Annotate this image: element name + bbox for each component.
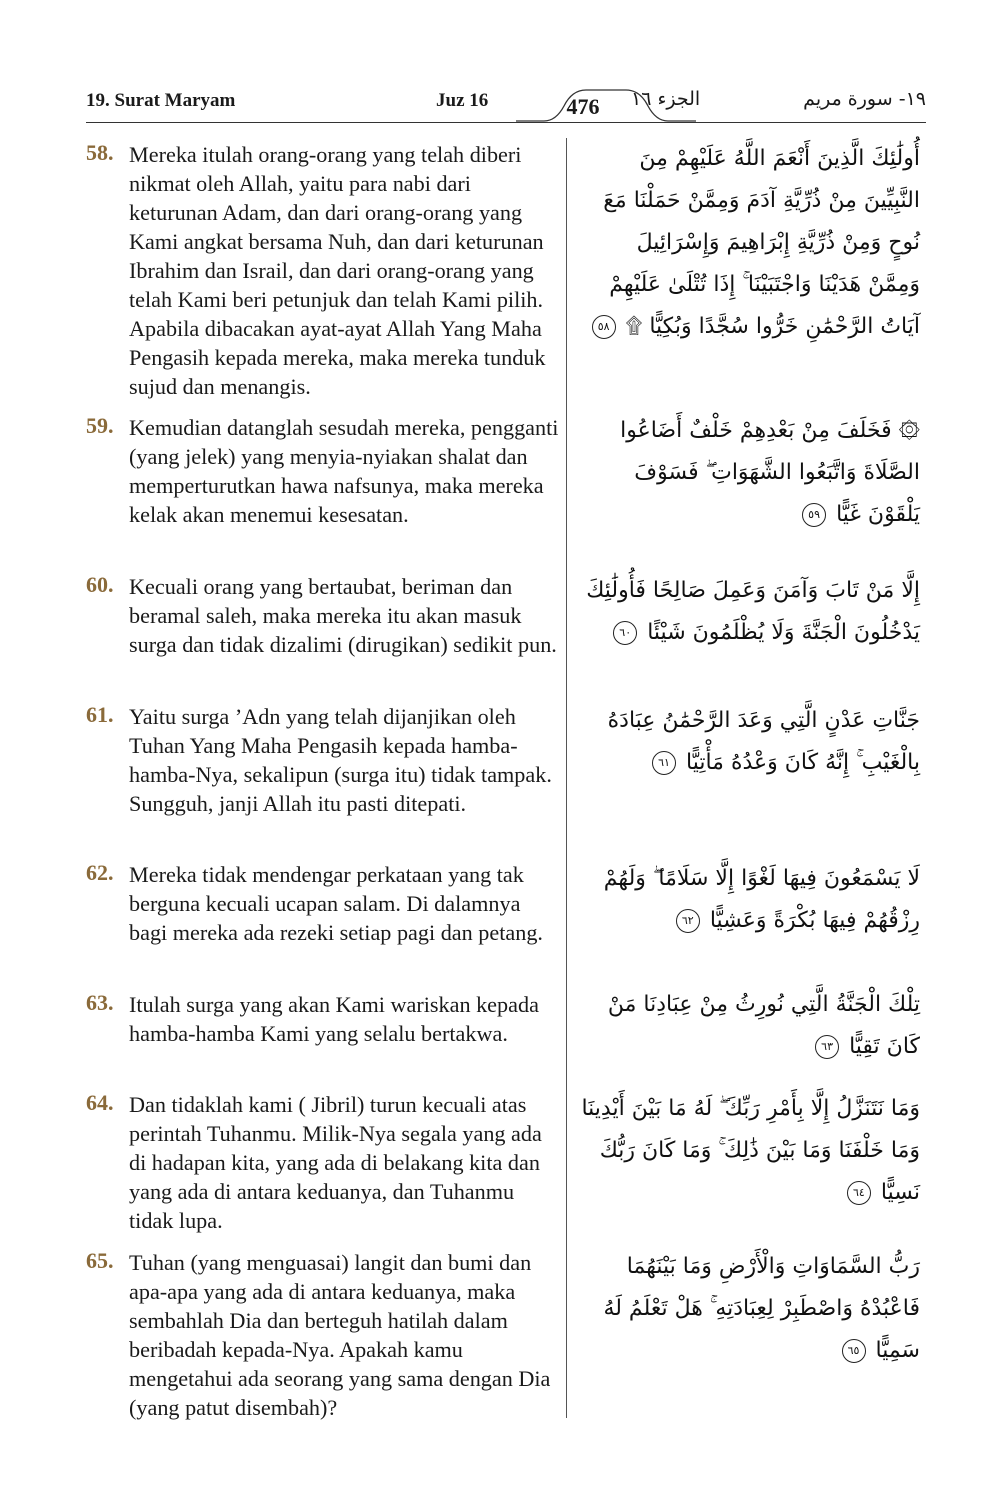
ayah-end-mark-icon: ٦٣ <box>815 1035 839 1059</box>
verse-number: 58. <box>86 140 114 165</box>
surah-title-arabic: ١٩- سورة مريم <box>803 88 926 110</box>
arabic-text: ۞ فَخَلَفَ مِنْ بَعْدِهِمْ خَلْفٌ أَضَاعُوا الصَّلَاةَ وَاتَّبَعُوا الشَّهَوَاتِ ۖ فَسَوْفَ يَلْقَوْنَ غَيًّا <box>620 418 920 527</box>
verse-arabic <box>580 1246 920 1372</box>
verse-arabic <box>580 700 920 784</box>
ayah-end-mark-icon: ٦١ <box>652 751 676 775</box>
juz-label: Juz 16 <box>436 90 489 111</box>
verse-number: 60. <box>86 572 114 597</box>
ayah-end-mark-icon: ٥٩ <box>802 503 826 527</box>
verse-number: 64. <box>86 1090 114 1115</box>
verse-number: 62. <box>86 860 114 885</box>
verse-number: 65. <box>86 1248 114 1273</box>
ayah-end-mark-icon: ٥٨ <box>592 315 616 339</box>
juz-label-arabic: الجزء ١٦ <box>631 88 701 110</box>
arabic-text: تِلْكَ الْجَنَّةُ الَّتِي نُورِثُ مِنْ عِبَادِنَا مَنْ كَانَ تَقِيًّا <box>607 992 920 1059</box>
verse-arabic <box>580 1088 920 1214</box>
verse-arabic <box>580 410 920 536</box>
verse-text: Kecuali orang yang bertaubat, beriman dan beramal saleh, maka mereka itu akan masuk surga dan tidak dizalimi (dirugikan) sedikit pun. <box>129 574 557 657</box>
verse-number: 61. <box>86 702 114 727</box>
verse-number: 63. <box>86 990 114 1015</box>
column-divider <box>566 138 567 1418</box>
page-header <box>86 82 926 122</box>
verse-arabic <box>580 570 920 654</box>
verse-text: Mereka tidak mendengar perkataan yang tak berguna kecuali ucapan salam. Di dalamnya bagi mereka ada rezeki setiap pagi dan petang. <box>129 862 543 945</box>
header-divider <box>86 122 926 123</box>
ayah-end-mark-icon: ٦٠ <box>613 621 637 645</box>
surah-title: 19. Surat Maryam <box>86 90 236 111</box>
verse-text: Tuhan (yang menguasai) langit dan bumi dan apa-apa yang ada di antara keduanya, maka sembahlah Dia dan berteguh hatilah dalam beribadah kepada-Nya. Apakah kamu mengetahui ada seorang yang sama dengan Dia (yang patut disembah)? <box>129 1250 551 1420</box>
arabic-text: جَنَّاتِ عَدْنٍ الَّتِي وَعَدَ الرَّحْمَٰنُ عِبَادَهُ بِالْغَيْبِ ۚ إِنَّهُ كَانَ وَعْدُهُ مَأْتِيًّا <box>607 708 920 775</box>
arabic-text: أُولَٰئِكَ الَّذِينَ أَنْعَمَ اللَّهُ عَلَيْهِمْ مِنَ النَّبِيِّينَ مِنْ ذُرِّيَّةِ آدَمَ وَمِمَّنْ حَمَلْنَا مَعَ نُوحٍ وَمِنْ ذُرِّيَّةِ إِبْرَاهِيمَ وَإِسْرَائِيلَ وَمِمَّنْ هَدَيْنَا وَاجْتَبَيْنَا ۚ إِذَا تُتْلَىٰ عَلَيْهِمْ آيَاتُ الرَّحْمَٰنِ خَرُّوا سُجَّدًا وَبُكِيًّا ۩ <box>603 146 920 339</box>
verse-number: 59. <box>86 413 114 438</box>
ayah-end-mark-icon: ٦٤ <box>847 1181 871 1205</box>
arabic-text: رَبُّ السَّمَاوَاتِ وَالْأَرْضِ وَمَا بَيْنَهُمَا فَاعْبُدْهُ وَاصْطَبِرْ لِعِبَادَتِهِ ۚ هَلْ تَعْلَمُ لَهُ سَمِيًّا <box>603 1254 920 1363</box>
page-number: 476 <box>566 94 600 119</box>
ayah-end-mark-icon: ٦٥ <box>842 1339 866 1363</box>
ayah-end-mark-icon: ٦٢ <box>676 909 700 933</box>
verse-text: Dan tidaklah kami ( Jibril) turun kecuali atas perintah Tuhanmu. Milik-Nya segala yang ada di hadapan kita, yang ada di belakang kita dan yang ada di antara keduanya, dan Tuhanmu tidak lupa. <box>129 1092 542 1233</box>
verse-arabic <box>580 984 920 1068</box>
arabic-text: وَمَا نَتَنَزَّلُ إِلَّا بِأَمْرِ رَبِّكَ ۖ لَهُ مَا بَيْنَ أَيْدِينَا وَمَا خَلْفَنَا وَمَا بَيْنَ ذَٰلِكَ ۚ وَمَا كَانَ رَبُّكَ نَسِيًّا <box>581 1096 920 1205</box>
verse-text: Itulah surga yang akan Kami wariskan kepada hamba-hamba Kami yang selalu bertakwa. <box>129 992 539 1046</box>
arabic-text: لَا يَسْمَعُونَ فِيهَا لَغْوًا إِلَّا سَلَامًا ۖ وَلَهُمْ رِزْقُهُمْ فِيهَا بُكْرَةً وَعَشِيًّا <box>603 866 920 933</box>
verse-text: Yaitu surga ’Adn yang telah dijanjikan oleh Tuhan Yang Maha Pengasih kepada hamba-hamba-Nya, sekalipun (surga itu) tidak tampak. Sungguh, janji Allah itu pasti ditepati. <box>129 704 552 816</box>
verse-arabic <box>580 858 920 942</box>
verse-text: Mereka itulah orang-orang yang telah diberi nikmat oleh Allah, yaitu para nabi dari keturunan Adam, dan dari orang-orang yang Kami angkat bersama Nuh, dan dari keturunan Ibrahim dan Israil, dan dari orang-orang yang telah Kami beri petunjuk dan telah Kami pilih. Apabila dibacakan ayat-ayat Allah Yang Maha Pengasih kepada mereka, maka mereka tunduk sujud dan menangis. <box>129 142 546 399</box>
verse-arabic <box>580 138 920 348</box>
verse-text: Kemudian datanglah sesudah mereka, pengganti (yang jelek) yang menyia-nyiakan shalat dan memperturutkan hawa nafsunya, maka mereka kelak akan menemui kesesatan. <box>129 415 559 527</box>
arabic-text: إِلَّا مَنْ تَابَ وَآمَنَ وَعَمِلَ صَالِحًا فَأُولَٰئِكَ يَدْخُلُونَ الْجَنَّةَ وَلَا يُظْلَمُونَ شَيْئًا <box>586 578 920 645</box>
